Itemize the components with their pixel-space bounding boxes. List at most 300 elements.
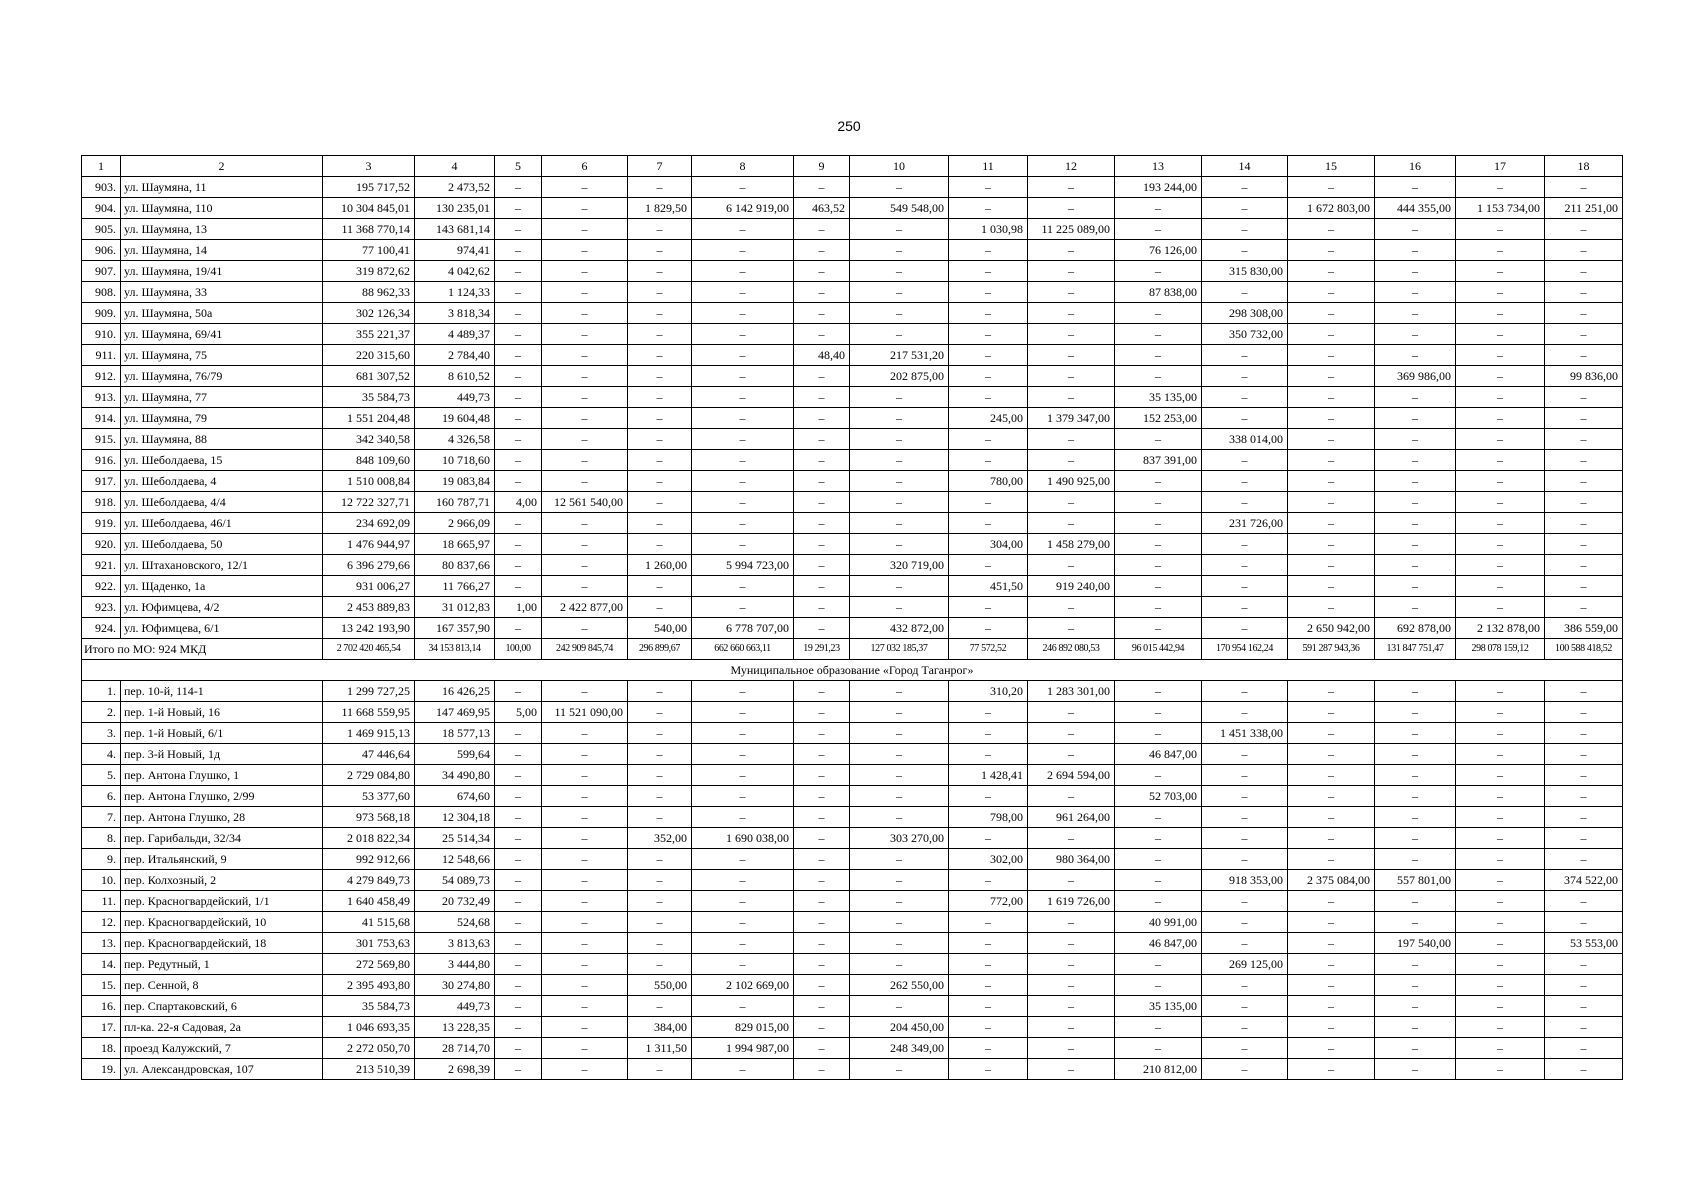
row-number: 903. <box>82 177 121 198</box>
value-cell: 2 102 669,00 <box>692 975 794 996</box>
value-cell: 262 550,00 <box>850 975 949 996</box>
address-cell: пер. 1-й Новый, 6/1 <box>121 723 323 744</box>
value-cell: 12 561 540,00 <box>542 492 628 513</box>
value-cell: 35 135,00 <box>1115 387 1202 408</box>
value-cell: – <box>1288 282 1375 303</box>
value-cell: – <box>1456 891 1545 912</box>
value-cell: – <box>794 954 850 975</box>
value-cell: 961 264,00 <box>1028 807 1115 828</box>
value-cell: – <box>1202 1038 1288 1059</box>
address-cell: ул. Щаденко, 1а <box>121 576 323 597</box>
value-cell: – <box>850 891 949 912</box>
value-cell: 1 469 915,13 <box>323 723 415 744</box>
value-cell: – <box>628 912 692 933</box>
column-header: 6 <box>542 156 628 177</box>
value-cell: – <box>1288 849 1375 870</box>
value-cell: 28 714,70 <box>415 1038 495 1059</box>
value-cell: – <box>1375 891 1456 912</box>
value-cell: – <box>495 429 542 450</box>
table-row <box>82 975 1623 996</box>
value-cell: – <box>628 765 692 786</box>
value-cell: – <box>794 1038 850 1059</box>
value-cell: – <box>949 177 1028 198</box>
value-cell: – <box>1115 1017 1202 1038</box>
value-cell: 599,64 <box>415 744 495 765</box>
value-cell: – <box>1202 996 1288 1017</box>
total-value: 662 660 663,11 <box>692 639 794 660</box>
value-cell: – <box>1288 534 1375 555</box>
value-cell: 369 986,00 <box>1375 366 1456 387</box>
table-row <box>82 408 1623 429</box>
value-cell: – <box>949 786 1028 807</box>
table-row <box>82 1017 1623 1038</box>
value-cell: 837 391,00 <box>1115 450 1202 471</box>
value-cell: – <box>794 555 850 576</box>
value-cell: 8 610,52 <box>415 366 495 387</box>
value-cell: – <box>949 996 1028 1017</box>
value-cell: – <box>1288 702 1375 723</box>
value-cell: 992 912,66 <box>323 849 415 870</box>
value-cell: – <box>1456 597 1545 618</box>
row-number: 904. <box>82 198 121 219</box>
value-cell: – <box>1288 744 1375 765</box>
value-cell: – <box>1288 933 1375 954</box>
value-cell: – <box>1115 576 1202 597</box>
value-cell: – <box>692 576 794 597</box>
value-cell: – <box>692 492 794 513</box>
value-cell: 2 650 942,00 <box>1288 618 1375 639</box>
value-cell: 25 514,34 <box>415 828 495 849</box>
table-row <box>82 366 1623 387</box>
value-cell: – <box>542 912 628 933</box>
address-cell: ул. Шаумяна, 75 <box>121 345 323 366</box>
value-cell: – <box>692 303 794 324</box>
value-cell: – <box>1288 954 1375 975</box>
value-cell: – <box>1375 492 1456 513</box>
value-cell: – <box>1202 849 1288 870</box>
value-cell: – <box>794 618 850 639</box>
row-number: 5. <box>82 765 121 786</box>
value-cell: 319 872,62 <box>323 261 415 282</box>
row-number: 918. <box>82 492 121 513</box>
value-cell: 19 604,48 <box>415 408 495 429</box>
value-cell: – <box>1456 765 1545 786</box>
value-cell: 11 521 090,00 <box>542 702 628 723</box>
value-cell: 829 015,00 <box>692 1017 794 1038</box>
value-cell: – <box>1202 198 1288 219</box>
value-cell: – <box>692 702 794 723</box>
value-cell: – <box>1115 765 1202 786</box>
value-cell: – <box>692 324 794 345</box>
value-cell: – <box>1375 450 1456 471</box>
value-cell: – <box>850 954 949 975</box>
value-cell: – <box>1288 261 1375 282</box>
value-cell: – <box>628 1059 692 1080</box>
value-cell: – <box>1202 387 1288 408</box>
value-cell: – <box>495 1017 542 1038</box>
value-cell: 451,50 <box>949 576 1028 597</box>
value-cell: – <box>1375 303 1456 324</box>
page-number: 250 <box>837 118 861 134</box>
value-cell: – <box>1028 723 1115 744</box>
table-row <box>82 870 1623 891</box>
value-cell: – <box>692 933 794 954</box>
value-cell: – <box>949 1017 1028 1038</box>
value-cell: 1 451 338,00 <box>1202 723 1288 744</box>
value-cell: 1 476 944,97 <box>323 534 415 555</box>
total-value: 2 702 420 465,54 <box>323 639 415 660</box>
value-cell: – <box>1115 198 1202 219</box>
value-cell: – <box>794 240 850 261</box>
value-cell: 2 473,52 <box>415 177 495 198</box>
table-row <box>82 1038 1623 1059</box>
value-cell: 76 126,00 <box>1115 240 1202 261</box>
value-cell: 320 719,00 <box>850 555 949 576</box>
address-cell: пер. 1-й Новый, 16 <box>121 702 323 723</box>
address-cell: ул. Александровская, 107 <box>121 1059 323 1080</box>
value-cell: 147 469,95 <box>415 702 495 723</box>
value-cell: – <box>495 954 542 975</box>
value-cell: – <box>1202 744 1288 765</box>
value-cell: – <box>850 282 949 303</box>
value-cell: – <box>949 429 1028 450</box>
address-cell: ул. Шеболдаева, 15 <box>121 450 323 471</box>
row-number: 12. <box>82 912 121 933</box>
column-header: 9 <box>794 156 850 177</box>
value-cell: – <box>949 1059 1028 1080</box>
value-cell: 12 304,18 <box>415 807 495 828</box>
value-cell: – <box>1028 975 1115 996</box>
value-cell: – <box>495 1059 542 1080</box>
value-cell: – <box>794 912 850 933</box>
value-cell: – <box>1545 828 1623 849</box>
value-cell: – <box>1545 786 1623 807</box>
value-cell: – <box>692 450 794 471</box>
row-number: 2. <box>82 702 121 723</box>
value-cell: – <box>542 282 628 303</box>
address-cell: ул. Шаумяна, 13 <box>121 219 323 240</box>
table-row <box>82 597 1623 618</box>
value-cell: – <box>1456 975 1545 996</box>
value-cell: – <box>542 345 628 366</box>
value-cell: – <box>495 324 542 345</box>
value-cell: – <box>1288 1038 1375 1059</box>
column-header: 1 <box>82 156 121 177</box>
value-cell: 1 311,50 <box>628 1038 692 1059</box>
value-cell: – <box>949 387 1028 408</box>
value-cell: – <box>1202 597 1288 618</box>
value-cell: – <box>495 849 542 870</box>
value-cell: – <box>850 324 949 345</box>
value-cell: – <box>1375 1038 1456 1059</box>
data-table <box>81 155 1623 1080</box>
value-cell: – <box>949 597 1028 618</box>
address-cell: ул. Шеболдаева, 4/4 <box>121 492 323 513</box>
value-cell: – <box>850 303 949 324</box>
total-value: 100 588 418,52 <box>1545 639 1623 660</box>
value-cell: 220 315,60 <box>323 345 415 366</box>
total-row <box>82 639 1623 660</box>
value-cell: – <box>542 261 628 282</box>
row-number: 19. <box>82 1059 121 1080</box>
value-cell: 557 801,00 <box>1375 870 1456 891</box>
value-cell: – <box>1456 282 1545 303</box>
address-cell: ул. Юфимцева, 6/1 <box>121 618 323 639</box>
value-cell: – <box>1115 1038 1202 1059</box>
value-cell: 245,00 <box>949 408 1028 429</box>
value-cell: – <box>692 723 794 744</box>
row-number: 4. <box>82 744 121 765</box>
value-cell: 35 584,73 <box>323 996 415 1017</box>
address-cell: пер. Антона Глушко, 1 <box>121 765 323 786</box>
value-cell: – <box>1288 807 1375 828</box>
value-cell: 1 510 008,84 <box>323 471 415 492</box>
value-cell: 11 225 089,00 <box>1028 219 1115 240</box>
table-row <box>82 492 1623 513</box>
value-cell: 2 966,09 <box>415 513 495 534</box>
value-cell: – <box>1545 1038 1623 1059</box>
address-cell: пер. 10-й, 114-1 <box>121 681 323 702</box>
value-cell: – <box>495 198 542 219</box>
value-cell: 1 124,33 <box>415 282 495 303</box>
value-cell: – <box>495 996 542 1017</box>
address-cell: проезд Калужский, 7 <box>121 1038 323 1059</box>
value-cell: 315 830,00 <box>1202 261 1288 282</box>
value-cell: – <box>1545 954 1623 975</box>
value-cell: – <box>949 198 1028 219</box>
value-cell: – <box>1456 345 1545 366</box>
value-cell: – <box>1202 786 1288 807</box>
table-row <box>82 240 1623 261</box>
value-cell: – <box>1115 828 1202 849</box>
value-cell: – <box>1115 219 1202 240</box>
value-cell: – <box>1456 870 1545 891</box>
value-cell: – <box>1375 324 1456 345</box>
value-cell: – <box>850 681 949 702</box>
value-cell: – <box>1456 240 1545 261</box>
value-cell: 35 584,73 <box>323 387 415 408</box>
table-row <box>82 702 1623 723</box>
value-cell: – <box>1288 366 1375 387</box>
table-row <box>82 576 1623 597</box>
value-cell: 449,73 <box>415 996 495 1017</box>
value-cell: – <box>1456 723 1545 744</box>
value-cell: – <box>1288 324 1375 345</box>
address-cell: пер. 3-й Новый, 1д <box>121 744 323 765</box>
value-cell: – <box>1288 597 1375 618</box>
value-cell: – <box>542 975 628 996</box>
column-header: 13 <box>1115 156 1202 177</box>
value-cell: – <box>1545 891 1623 912</box>
value-cell: 54 089,73 <box>415 870 495 891</box>
value-cell: 130 235,01 <box>415 198 495 219</box>
value-cell: – <box>628 324 692 345</box>
value-cell: – <box>1202 240 1288 261</box>
value-cell: 167 357,90 <box>415 618 495 639</box>
value-cell: 231 726,00 <box>1202 513 1288 534</box>
value-cell: 1 458 279,00 <box>1028 534 1115 555</box>
value-cell: – <box>542 576 628 597</box>
value-cell: – <box>1375 219 1456 240</box>
column-header: 18 <box>1545 156 1623 177</box>
value-cell: – <box>1375 387 1456 408</box>
value-cell: – <box>1028 303 1115 324</box>
value-cell: – <box>542 219 628 240</box>
value-cell: – <box>542 240 628 261</box>
table-row <box>82 954 1623 975</box>
value-cell: 10 718,60 <box>415 450 495 471</box>
value-cell: – <box>628 807 692 828</box>
value-cell: 88 962,33 <box>323 282 415 303</box>
row-number: 909. <box>82 303 121 324</box>
value-cell: – <box>542 450 628 471</box>
value-cell: – <box>1456 261 1545 282</box>
value-cell: – <box>1288 576 1375 597</box>
table-row <box>82 723 1623 744</box>
value-cell: – <box>1375 996 1456 1017</box>
value-cell: – <box>794 219 850 240</box>
table-row <box>82 618 1623 639</box>
address-cell: пер. Сенной, 8 <box>121 975 323 996</box>
value-cell: – <box>1545 282 1623 303</box>
value-cell: – <box>692 387 794 408</box>
value-cell: 338 014,00 <box>1202 429 1288 450</box>
value-cell: – <box>1288 996 1375 1017</box>
value-cell: 3 818,34 <box>415 303 495 324</box>
value-cell: – <box>542 177 628 198</box>
value-cell: 5 994 723,00 <box>692 555 794 576</box>
value-cell: – <box>628 681 692 702</box>
value-cell: – <box>1115 702 1202 723</box>
value-cell: – <box>1028 198 1115 219</box>
table-row <box>82 786 1623 807</box>
value-cell: – <box>628 408 692 429</box>
row-number: 9. <box>82 849 121 870</box>
value-cell: 918 353,00 <box>1202 870 1288 891</box>
row-number: 917. <box>82 471 121 492</box>
row-number: 18. <box>82 1038 121 1059</box>
value-cell: – <box>1288 387 1375 408</box>
row-number: 919. <box>82 513 121 534</box>
value-cell: – <box>949 366 1028 387</box>
value-cell: 10 304 845,01 <box>323 198 415 219</box>
value-cell: 350 732,00 <box>1202 324 1288 345</box>
value-cell: 386 559,00 <box>1545 618 1623 639</box>
value-cell: – <box>1375 471 1456 492</box>
value-cell: 973 568,18 <box>323 807 415 828</box>
value-cell: – <box>1288 555 1375 576</box>
value-cell: – <box>1456 849 1545 870</box>
value-cell: – <box>1456 534 1545 555</box>
value-cell: – <box>495 765 542 786</box>
value-cell: – <box>1456 702 1545 723</box>
value-cell: – <box>1456 576 1545 597</box>
value-cell: 16 426,25 <box>415 681 495 702</box>
row-number: 3. <box>82 723 121 744</box>
value-cell: – <box>850 933 949 954</box>
value-cell: – <box>1545 555 1623 576</box>
value-cell: – <box>1028 912 1115 933</box>
value-cell: 4 042,62 <box>415 261 495 282</box>
value-cell: – <box>1375 408 1456 429</box>
address-cell: пер. Антона Глушко, 28 <box>121 807 323 828</box>
total-value: 127 032 185,37 <box>850 639 949 660</box>
value-cell: – <box>949 555 1028 576</box>
total-value: 96 015 442,94 <box>1115 639 1202 660</box>
value-cell: – <box>542 891 628 912</box>
value-cell: 2 395 493,80 <box>323 975 415 996</box>
value-cell: – <box>542 1017 628 1038</box>
value-cell: – <box>692 807 794 828</box>
value-cell: – <box>1202 534 1288 555</box>
value-cell: 13 228,35 <box>415 1017 495 1038</box>
value-cell: – <box>628 219 692 240</box>
value-cell: 211 251,00 <box>1545 198 1623 219</box>
value-cell: 5,00 <box>495 702 542 723</box>
value-cell: – <box>1288 891 1375 912</box>
value-cell: 302,00 <box>949 849 1028 870</box>
value-cell: – <box>1028 450 1115 471</box>
value-cell: – <box>1115 345 1202 366</box>
value-cell: – <box>1545 723 1623 744</box>
value-cell: – <box>1202 177 1288 198</box>
value-cell: – <box>1028 261 1115 282</box>
value-cell: 931 006,27 <box>323 576 415 597</box>
value-cell: – <box>1202 891 1288 912</box>
value-cell: 41 515,68 <box>323 912 415 933</box>
value-cell: 1 379 347,00 <box>1028 408 1115 429</box>
value-cell: – <box>1202 471 1288 492</box>
value-cell: 550,00 <box>628 975 692 996</box>
value-cell: – <box>692 597 794 618</box>
value-cell: – <box>850 261 949 282</box>
value-cell: – <box>495 282 542 303</box>
value-cell: – <box>1028 744 1115 765</box>
address-cell: пер. Колхозный, 2 <box>121 870 323 891</box>
value-cell: 302 126,34 <box>323 303 415 324</box>
value-cell: – <box>495 975 542 996</box>
value-cell: – <box>1115 891 1202 912</box>
value-cell: – <box>1456 429 1545 450</box>
value-cell: – <box>1456 1017 1545 1038</box>
table-row <box>82 933 1623 954</box>
value-cell: – <box>850 723 949 744</box>
value-cell: – <box>1028 366 1115 387</box>
value-cell: – <box>850 219 949 240</box>
value-cell: – <box>542 786 628 807</box>
table-row <box>82 513 1623 534</box>
total-label: Итого по МО: 924 МКД <box>82 639 323 660</box>
value-cell: – <box>1115 429 1202 450</box>
row-number: 905. <box>82 219 121 240</box>
value-cell: – <box>949 345 1028 366</box>
row-number: 6. <box>82 786 121 807</box>
value-cell: – <box>1115 849 1202 870</box>
value-cell: – <box>628 849 692 870</box>
value-cell: – <box>794 429 850 450</box>
address-cell: ул. Шаумяна, 79 <box>121 408 323 429</box>
table-row <box>82 261 1623 282</box>
value-cell: – <box>1456 513 1545 534</box>
address-cell: ул. Шеболдаева, 46/1 <box>121 513 323 534</box>
value-cell: – <box>495 1038 542 1059</box>
value-cell: – <box>1288 219 1375 240</box>
value-cell: – <box>628 471 692 492</box>
value-cell: – <box>495 177 542 198</box>
value-cell: 540,00 <box>628 618 692 639</box>
value-cell: – <box>794 849 850 870</box>
value-cell: – <box>1456 954 1545 975</box>
